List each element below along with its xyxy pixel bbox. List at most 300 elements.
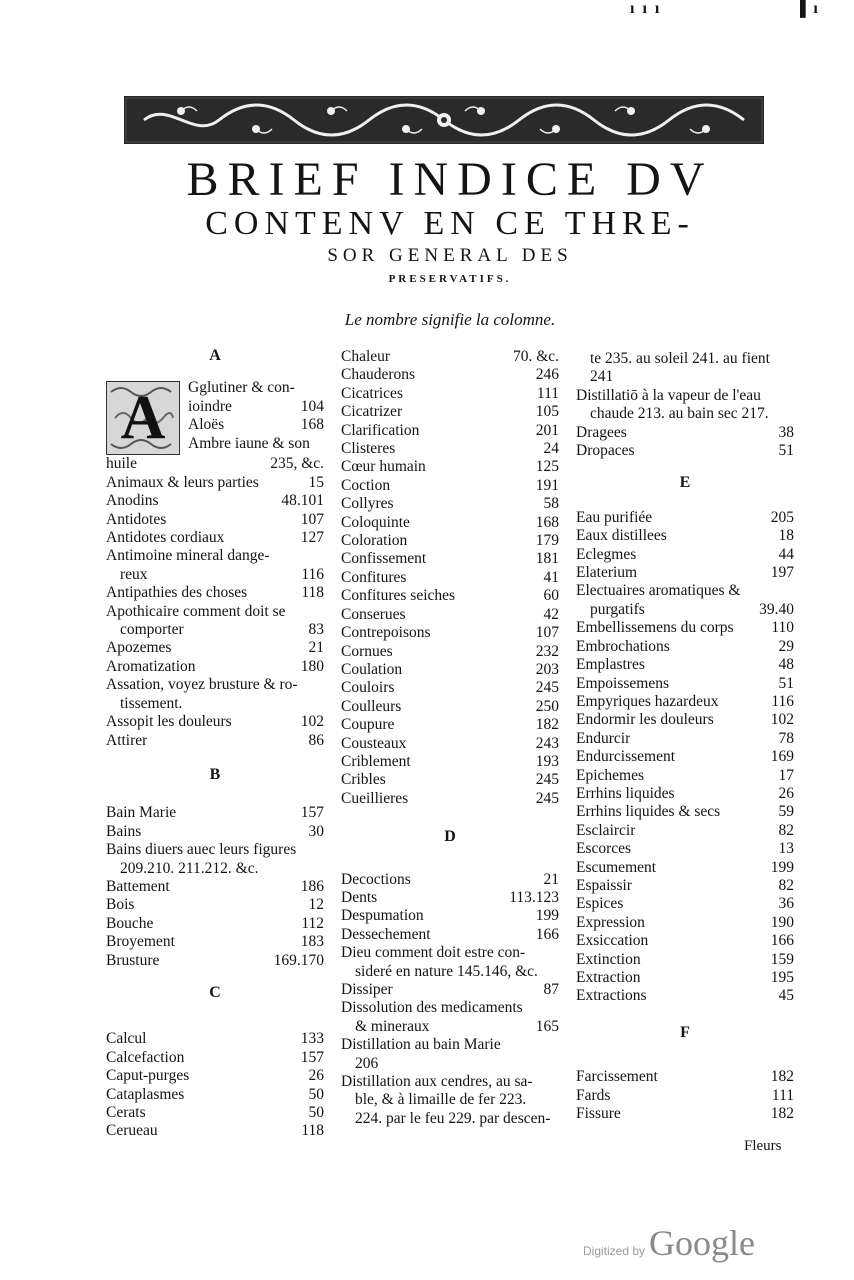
index-entry	[106, 823, 324, 841]
entry-term: Embellissemens du corps	[576, 619, 734, 637]
entry-term: Cousteaux	[341, 734, 407, 752]
index-entry	[341, 753, 559, 771]
entry-term: Dissiper	[341, 981, 393, 998]
index-entry	[341, 771, 559, 789]
entry-column-number: 107	[535, 624, 559, 642]
entry-column-number: 44	[778, 545, 794, 563]
title-line-4: PRESERVATIFS.	[388, 273, 512, 285]
entry-column-number: 111	[536, 384, 559, 402]
index-entry	[576, 424, 794, 442]
entry-term: Antipathies des choses	[106, 584, 248, 602]
index-entry	[341, 963, 559, 981]
entry-column-number: 133	[300, 1030, 324, 1048]
entry-term: Endurcissement	[576, 748, 676, 766]
entry-column-number: 169	[770, 748, 794, 766]
entry-term: ioindre	[188, 397, 232, 415]
entry-term: Decoctions	[341, 870, 411, 888]
entry-column-number: 18	[778, 527, 794, 545]
entry-column-number: 181	[535, 550, 559, 568]
entry-column-number: 195	[770, 969, 794, 986]
index-entry	[106, 1049, 324, 1067]
entry-term: Conserues	[341, 605, 406, 623]
index-entry	[341, 606, 559, 624]
entry-term: Coupure	[341, 716, 395, 734]
index-column-2	[341, 348, 559, 1128]
index-entry	[188, 435, 324, 453]
entry-term: Caput-purges	[106, 1067, 190, 1085]
index-entry	[341, 477, 559, 495]
entry-column-number	[318, 547, 324, 565]
entry-column-number	[553, 1110, 559, 1128]
entry-term: Cicatrizer	[341, 403, 403, 421]
entry-column-number: 118	[301, 584, 324, 602]
entry-column-number: 118	[301, 1122, 324, 1140]
entry-column-number	[553, 1036, 559, 1054]
entry-column-number: 243	[535, 734, 559, 752]
entry-column-number: 125	[535, 458, 559, 476]
index-entry	[106, 713, 324, 731]
entry-column-number: 105	[535, 403, 559, 421]
index-entry	[106, 952, 324, 970]
index-entry	[576, 656, 794, 674]
index-entry	[576, 509, 794, 527]
index-entry	[576, 1068, 794, 1086]
entry-column-number: 199	[770, 858, 794, 876]
entry-column-number: 186	[300, 877, 324, 895]
entry-column-number	[788, 350, 794, 368]
entry-column-number: 168	[535, 513, 559, 531]
entry-column-number: 13	[778, 840, 794, 858]
index-entry	[576, 564, 794, 582]
index-entry	[576, 601, 794, 619]
index-entry	[106, 603, 324, 621]
entry-column-number: 82	[778, 876, 794, 894]
index-entry	[106, 584, 324, 602]
entry-term: Bains diuers auec leurs figures	[106, 841, 297, 859]
index-entry	[576, 840, 794, 858]
entry-term: Escorces	[576, 840, 632, 858]
entry-column-number: 70. &c.	[512, 348, 559, 365]
index-entry	[106, 529, 324, 547]
entry-column-number: 30	[308, 822, 324, 840]
entry-column-number: 183	[300, 933, 324, 951]
entry-column-number: 110	[771, 619, 794, 637]
index-entry	[106, 1104, 324, 1122]
title-line-3: SOR GENERAL DES	[327, 245, 573, 266]
entry-column-number: 60	[543, 587, 559, 605]
entry-term: ble, & à limaille de fer 223.	[355, 1091, 527, 1109]
entry-column-number: 51	[778, 442, 794, 460]
index-entry	[576, 387, 794, 405]
entry-term: Anodins	[106, 492, 159, 510]
index-entry	[576, 405, 794, 423]
entry-column-number: 58	[543, 495, 559, 513]
index-entry	[341, 790, 559, 808]
index-entry	[341, 679, 559, 697]
entry-term: Electuaires aromatiques &	[576, 582, 741, 600]
digitized-watermark	[583, 1225, 755, 1261]
index-entry	[106, 841, 324, 859]
entry-column-number: 82	[778, 821, 794, 839]
entry-column-number: 191	[535, 476, 559, 494]
index-entry	[341, 532, 559, 550]
index-entry	[341, 1055, 559, 1073]
index-entry	[341, 422, 559, 440]
entry-term: Cerueau	[106, 1122, 158, 1140]
entry-term: Coloquinte	[341, 513, 410, 531]
index-entry	[106, 732, 324, 750]
entry-column-number: 45	[778, 987, 794, 1005]
entry-column-number	[788, 582, 794, 600]
index-column-3	[576, 350, 794, 1123]
entry-column-number: 50	[308, 1104, 324, 1121]
entry-term: Broyement	[106, 933, 175, 951]
entry-term: Criblement	[341, 752, 411, 770]
entry-term: Chaleur	[341, 348, 391, 365]
entry-column-number	[553, 944, 559, 962]
index-entry	[576, 638, 794, 656]
index-entry	[106, 511, 324, 529]
entry-term: Antimoine mineral dange-	[106, 547, 270, 565]
entry-column-number	[318, 695, 324, 713]
entry-term: Antidotes	[106, 510, 167, 528]
entry-column-number	[318, 379, 324, 397]
index-entry	[576, 932, 794, 950]
entry-column-number: 104	[300, 397, 324, 415]
entry-term: Despumation	[341, 907, 424, 925]
entry-term: sideré en nature 145.146, &c.	[355, 962, 538, 980]
entry-term: Ambre iaune & son	[188, 434, 310, 452]
corner-marks-left: ı ı ı	[630, 0, 662, 17]
entry-term: Contrepoisons	[341, 624, 431, 642]
index-entry	[341, 1018, 559, 1036]
index-entry	[576, 368, 794, 386]
entry-column-number	[788, 368, 794, 386]
index-entry	[341, 550, 559, 568]
index-entry	[576, 527, 794, 545]
entry-term: Cœur humain	[341, 458, 426, 476]
entry-term: Confitures seiches	[341, 587, 456, 605]
entry-term: Errhins liquides & secs	[576, 803, 721, 821]
entry-column-number: 166	[535, 925, 559, 943]
index-entry	[106, 933, 324, 951]
index-entry	[576, 895, 794, 913]
entry-column-number: 86	[308, 731, 324, 749]
entry-column-number	[788, 387, 794, 405]
entry-term: Dragees	[576, 423, 627, 441]
entry-term: Confitures	[341, 568, 407, 586]
entry-term: Epichemes	[576, 766, 645, 784]
entry-term: Espaissir	[576, 876, 632, 894]
entry-term: Expression	[576, 913, 645, 931]
index-entry	[188, 398, 324, 416]
entry-term: Dissolution des medicaments	[341, 999, 523, 1017]
entry-column-number: 87	[543, 981, 559, 998]
section-letter-a: A	[209, 347, 221, 364]
entry-column-number: 113.123	[509, 888, 559, 906]
google-logo: Google	[649, 1223, 756, 1263]
entry-column-number: 50	[308, 1085, 324, 1103]
index-entry	[341, 403, 559, 421]
index-entry	[106, 547, 324, 565]
index-entry	[576, 693, 794, 711]
entry-column-number: 232	[535, 642, 559, 660]
index-entry	[106, 566, 324, 584]
index-entry	[341, 1110, 559, 1128]
index-entry	[341, 889, 559, 907]
entry-term: Farcissement	[576, 1068, 658, 1086]
entry-column-number: 159	[770, 950, 794, 968]
entry-term: & mineraux	[355, 1017, 430, 1035]
entry-column-number: 180	[300, 657, 324, 675]
entry-column-number	[318, 603, 324, 621]
entry-column-number: 26	[308, 1067, 324, 1085]
index-entry	[576, 619, 794, 637]
index-entry	[576, 969, 794, 987]
corner-marks-right: ▌ı	[800, 0, 820, 17]
dropcap-initial: A	[106, 381, 180, 455]
entry-term: Calcul	[106, 1030, 147, 1048]
entry-column-number: 39.40	[759, 600, 794, 618]
index-entry	[106, 658, 324, 676]
entry-term: Exsiccation	[576, 932, 649, 950]
index-entry	[341, 587, 559, 605]
entry-term: 206	[355, 1054, 379, 1072]
index-entry	[341, 385, 559, 403]
entry-column-number: 245	[535, 789, 559, 807]
entry-term: Bain Marie	[106, 804, 177, 822]
index-entry	[106, 474, 324, 492]
entry-term: Fissure	[576, 1105, 621, 1123]
index-entry	[106, 804, 324, 822]
entry-column-number: 21	[543, 870, 559, 888]
entry-term: Coulleurs	[341, 697, 402, 715]
index-entry	[576, 987, 794, 1005]
entry-column-number: 42	[543, 605, 559, 623]
index-entry	[341, 907, 559, 925]
entry-term: Couloirs	[341, 679, 395, 697]
entry-term: comporter	[120, 621, 184, 639]
entry-column-number: 83	[308, 621, 324, 639]
entry-term: Errhins liquides	[576, 784, 675, 802]
entry-term: 209.210. 211.212. &c.	[120, 859, 259, 877]
entry-column-number: 17	[778, 766, 794, 784]
index-entry: huile 235, &c.	[106, 455, 324, 473]
index-entry	[341, 514, 559, 532]
index-entry	[576, 711, 794, 729]
entry-column-number: 21	[308, 639, 324, 657]
entry-term: Eclegmes	[576, 545, 637, 563]
entry-term: Calcefaction	[106, 1048, 185, 1066]
section-letter-c: C	[209, 983, 221, 1001]
entry-term: Elaterium	[576, 564, 638, 582]
index-entry	[106, 1122, 324, 1140]
entry-column-number: 165	[535, 1017, 559, 1035]
entry-term: Eaux distillees	[576, 527, 667, 545]
section-letter-e: E	[679, 474, 691, 492]
catchword: Fleurs	[744, 1138, 782, 1154]
index-entry	[576, 785, 794, 803]
index-entry	[341, 871, 559, 889]
entry-term: Bois	[106, 896, 135, 914]
entry-column-number	[318, 435, 324, 453]
entry-term: Aloës	[188, 416, 225, 434]
entry-term: Extinction	[576, 950, 641, 968]
entry-term: Aromatization	[106, 657, 196, 675]
entry-term: Chauderons	[341, 366, 416, 384]
entry-term: Apozemes	[106, 639, 172, 657]
entry-term: Cataplasmes	[106, 1085, 185, 1103]
entry-term: Confissement	[341, 550, 427, 568]
entry-term: purgatifs	[590, 600, 645, 618]
index-entry	[106, 695, 324, 713]
entry-column-number	[553, 1073, 559, 1091]
entry-term: Emplastres	[576, 656, 645, 674]
entry-term: Empyriques hazardeux	[576, 692, 719, 710]
index-entry	[576, 951, 794, 969]
index-entry	[341, 569, 559, 587]
entry-term: Coloration	[341, 532, 408, 550]
entry-term: Coction	[341, 476, 391, 494]
entry-column-number: 116	[771, 692, 794, 710]
index-entry	[106, 860, 324, 878]
entry-term: Clisteres	[341, 440, 396, 458]
index-entry	[341, 495, 559, 513]
entry-column-number: 182	[535, 716, 559, 734]
entry-term: Brusture	[106, 951, 160, 969]
entry-term: Battement	[106, 877, 170, 895]
entry-column-number: 111	[771, 1086, 794, 1104]
entry-column-number: 29	[778, 637, 794, 655]
index-column-1	[106, 343, 324, 1141]
entry-column-number: 116	[301, 565, 324, 583]
entry-term: Cicatrices	[341, 384, 403, 402]
entry-column-number: 245	[535, 771, 559, 789]
entry-column-number: 12	[308, 896, 324, 914]
index-entry	[106, 676, 324, 694]
index-entry	[106, 878, 324, 896]
entry-column-number: 51	[778, 674, 794, 692]
entry-term: Extractions	[576, 987, 647, 1005]
index-entry	[106, 915, 324, 933]
entry-column-number: 166	[770, 932, 794, 950]
entry-term: Clarification	[341, 421, 420, 439]
index-entry	[106, 492, 324, 510]
section-a-intro	[106, 379, 324, 473]
entry-term: Dieu comment doit estre con-	[341, 944, 526, 962]
entry-term: Animaux & leurs parties	[106, 473, 259, 491]
entry-term: Cerats	[106, 1104, 146, 1121]
entry-column-number: 168	[300, 416, 324, 434]
entry-column-number: 190	[770, 913, 794, 931]
entry-column-number: 26	[778, 784, 794, 802]
index-entry	[106, 1030, 324, 1048]
entry-column-number: 157	[300, 1048, 324, 1066]
entry-term: reux	[120, 565, 148, 583]
index-entry	[341, 944, 559, 962]
entry-term: 241	[590, 368, 614, 386]
entry-term: Extraction	[576, 969, 641, 986]
entry-term: Antidotes cordiaux	[106, 529, 225, 547]
entry-column-number: 179	[535, 532, 559, 550]
entry-column-number: 41	[543, 568, 559, 586]
index-entry	[341, 698, 559, 716]
index-entry	[341, 643, 559, 661]
index-entry	[576, 859, 794, 877]
entry-term: Assation, voyez brusture & ro-	[106, 676, 298, 694]
index-entry	[106, 639, 324, 657]
entry-column-number: 201	[535, 421, 559, 439]
entry-column-number: 246	[535, 366, 559, 384]
index-entry	[576, 914, 794, 932]
entry-column-number: 127	[300, 529, 324, 547]
index-entry	[341, 366, 559, 384]
entry-term: Bouche	[106, 914, 154, 932]
entry-column-number: 102	[770, 711, 794, 729]
index-entry	[341, 661, 559, 679]
entry-column-number	[553, 963, 559, 981]
entry-column-number: 48	[778, 656, 794, 674]
entry-term: Cueillieres	[341, 789, 409, 807]
entry-term: Attirer	[106, 731, 148, 749]
index-entry	[576, 767, 794, 785]
index-entry	[576, 582, 794, 600]
section-letter-b: B	[209, 765, 221, 783]
entry-term: Collyres	[341, 495, 394, 513]
entry-column-number: 250	[535, 697, 559, 715]
entry-term: Coulation	[341, 660, 403, 678]
entry-term: Eau purifiée	[576, 508, 653, 526]
index-entry	[341, 348, 559, 366]
entry-column-number	[318, 860, 324, 878]
index-entry	[341, 1073, 559, 1091]
index-entry	[576, 546, 794, 564]
entry-column-number	[553, 999, 559, 1017]
index-entry	[106, 621, 324, 639]
entry-column-number	[318, 676, 324, 694]
entry-column-number: 59	[778, 803, 794, 821]
entry-term: Endormir les douleurs	[576, 711, 714, 729]
entry-term: Assopit les douleurs	[106, 713, 232, 731]
entry-column-number: 203	[535, 660, 559, 678]
entry-term: Bains	[106, 822, 142, 840]
entry-column-number: 157	[300, 804, 324, 822]
index-entry	[188, 416, 324, 434]
title-line-1: BRIEF INDICE DV	[186, 153, 714, 206]
entry-column-number	[553, 1091, 559, 1109]
entry-column-number	[788, 405, 794, 423]
entry-term: Cribles	[341, 771, 386, 789]
entry-term: Distillation aux cendres, au sa-	[341, 1073, 533, 1091]
index-entry	[106, 1086, 324, 1104]
index-entry	[576, 675, 794, 693]
entry-term: tissement.	[120, 694, 183, 712]
entry-column-number: 24	[543, 440, 559, 458]
entry-column-number: 36	[778, 895, 794, 913]
index-entry	[576, 442, 794, 460]
entry-column-number: 78	[778, 729, 794, 747]
entry-column-number: 38	[778, 423, 794, 441]
entry-column-number: 205	[770, 508, 794, 526]
index-entry	[341, 458, 559, 476]
entry-term: Dropaces	[576, 442, 635, 460]
index-entry	[576, 1105, 794, 1123]
index-entry	[341, 624, 559, 642]
index-entry	[576, 877, 794, 895]
ornamental-headpiece	[124, 96, 764, 144]
index-entry	[576, 1087, 794, 1105]
entry-term: Dents	[341, 888, 378, 906]
